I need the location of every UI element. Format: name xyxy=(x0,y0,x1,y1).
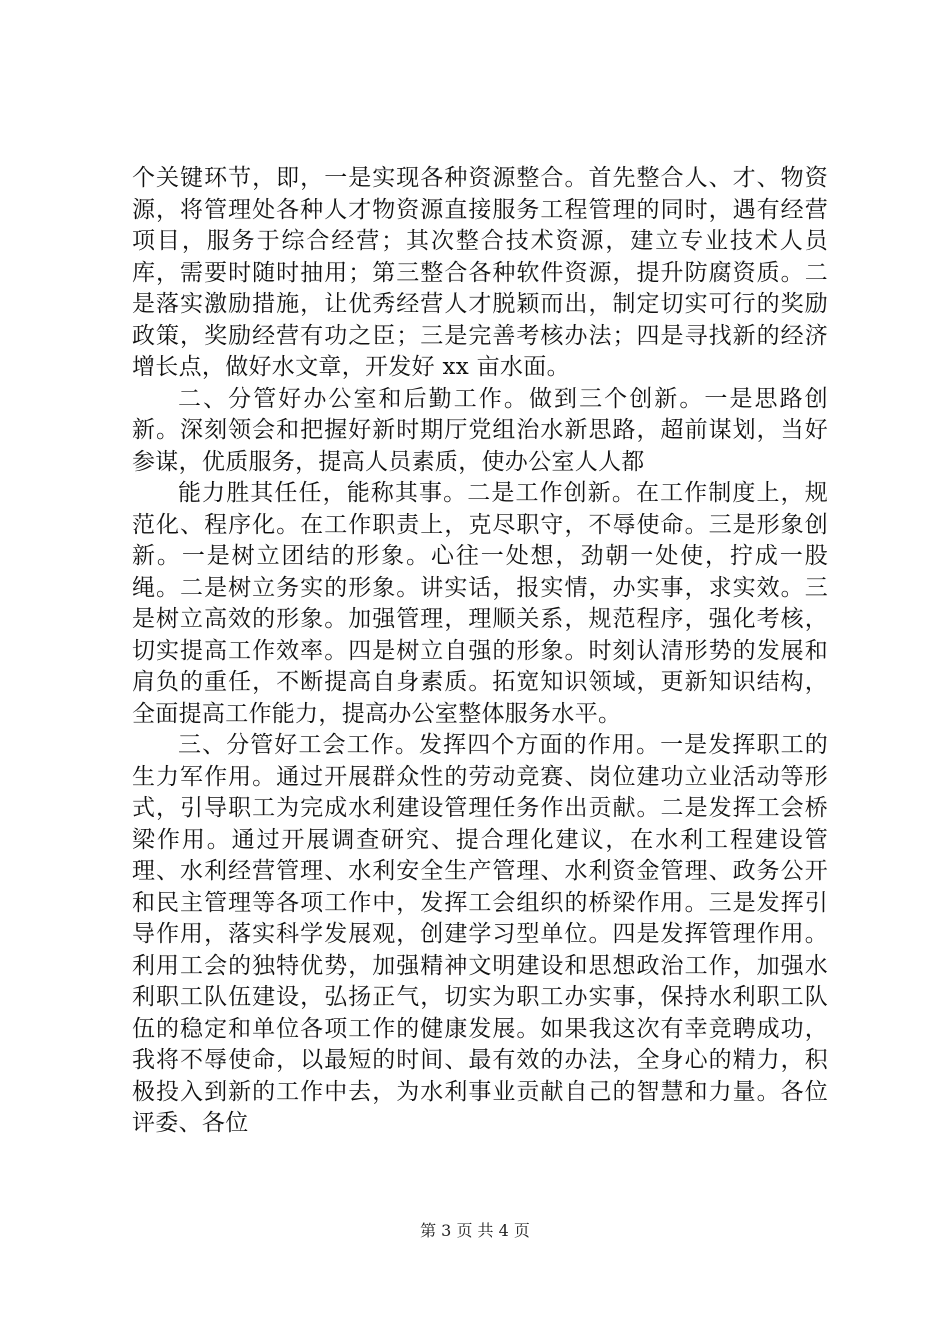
document-body xyxy=(132,163,828,1140)
paragraph-1: 个关键环节，即，一是实现各种资源整合。首先整合人、才、物资源，将管理处各种人才物资源直接服务工程管理的同时，遇有经营项目，服务于综合经营；其次整合技术资源，建立专业技术人员库，需要时随时抽用；第三整合各种软件资源，提升防腐资质。二是落实激励措施，让优秀经营人才脱颖而出，制定切实可行的奖励政策，奖励经营有功之臣；三是完善考核办法；四是寻找新的经济增长点，做好水文章，开发好 xx 亩水面。 xyxy=(132,165,828,380)
paragraph-2: 二、分管好办公室和后勤工作。做到三个创新。一是思路创新。深刻领会和把握好新时期厅党组治水新思路，超前谋划，当好参谋，优质服务，提高人员素质，使办公室人人都 xyxy=(132,385,828,475)
paragraph-3: 能力胜其任任，能称其事。二是工作创新。在工作制度上，规范化、程序化。在工作职责上，克尽职守，不辱使命。三是形象创新。一是树立团结的形象。心往一处想，劲朝一处使，拧成一股绳。二是树立务实的形象。讲实话，报实情，办实事，求实效。三是树立高效的形象。加强管理，理顺关系，规范程序，强化考核，切实提高工作效率。四是树立自强的形象。时刻认清形势的发展和肩负的重任，不断提高自身素质。拓宽知识领域，更新知识结构，全面提高工作能力，提高办公室整体服务水平。 xyxy=(132,480,828,727)
page-footer: 第 3 页 共 4 页 xyxy=(420,1221,530,1240)
paragraph-4: 三、分管好工会工作。发挥四个方面的作用。一是发挥职工的生力军作用。通过开展群众性的劳动竞赛、岗位建功立业活动等形式，引导职工为完成水利建设管理任务作出贡献。二是发挥工会桥梁作用。通过开展调查研究、提合理化建议，在水利工程建设管理、水利经营管理、水利安全生产管理、水利资金管理、政务公开和民主管理等各项工作中，发挥工会组织的桥梁作用。三是发挥引导作用，落实科学发展观，创建学习型单位。四是发挥管理作用。利用工会的独特优势，加强精神文明建设和思想政治工作，加强水利职工队伍建设，弘扬正气，切实为职工办实事，保持水利职工队伍的稳定和单位各项工作的健康发展。如果我这次有幸竞聘成功，我将不辱使命，以最短的时间、最有效的办法，全身心的精力，积极投入到新的工作中去，为水利事业贡献自己的智慧和力量。各位评委、各位 xyxy=(132,732,828,1136)
